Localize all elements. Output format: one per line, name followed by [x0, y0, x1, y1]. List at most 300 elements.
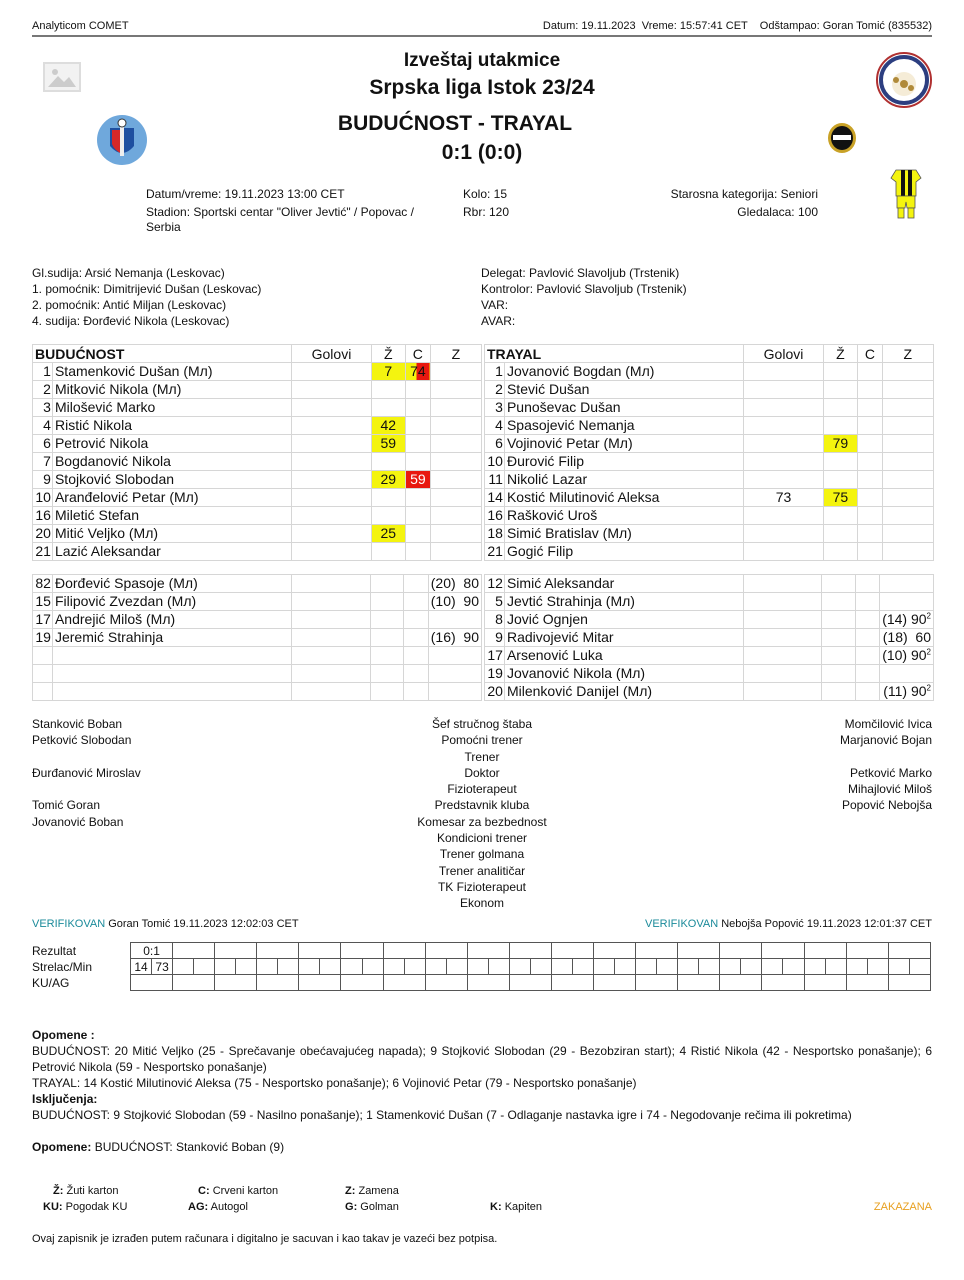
player-name: Petrović Nikola: [52, 435, 291, 453]
staff-role: Ekonom: [459, 896, 505, 911]
player-red-card: [404, 629, 428, 647]
score-cell: [173, 943, 215, 959]
minute-cell: [194, 959, 215, 975]
score-cell: [425, 943, 467, 959]
player-red-card: [405, 489, 430, 507]
player-red-card: [858, 435, 883, 453]
away-subs-table: [484, 574, 934, 701]
staff-role: Kondicioni trener: [436, 831, 528, 846]
minute-cell: [320, 959, 341, 975]
score-cell: [888, 943, 930, 959]
player-substitution: [882, 489, 933, 507]
player-goals: [744, 593, 822, 611]
verified-label: VERIFIKOVAN: [645, 918, 719, 930]
player-number: 21: [485, 543, 505, 561]
player-substitution: [882, 417, 933, 435]
player-red-card: [858, 399, 883, 417]
player-substitution: [880, 629, 934, 647]
score-cell: [299, 943, 341, 959]
scorer-cell: [678, 959, 699, 975]
match-stadium-line1: Stadion: Sportski centar "Oliver Jevtić" / Popovac /: [146, 205, 414, 219]
scorer-cell: [846, 959, 867, 975]
player-goals: [292, 453, 371, 471]
staff-role: Trener: [464, 749, 500, 764]
player-goals: [744, 453, 823, 471]
player-red-card: [855, 611, 879, 629]
player-number: 20: [485, 683, 505, 701]
player-goals: [744, 417, 823, 435]
scorer-cell: [888, 959, 909, 975]
minute-cell: 73: [152, 959, 173, 975]
minute-cell: [741, 959, 762, 975]
ku-ag-cell: [341, 975, 383, 991]
sendoffs-home: BUDUĆNOST: 9 Stojković Slobodan (59 - Nasilno ponašanje); 1 Stamenković Dušan (7 - Odlaganje nastavka igre i 74 - Negodovanje rečima ili pokretima): [32, 1108, 852, 1122]
player-row: [485, 593, 934, 611]
player-goals: [292, 489, 371, 507]
minute-cell: [446, 959, 467, 975]
substitution-index: 2: [926, 683, 931, 693]
player-number: 4: [33, 417, 53, 435]
player-substitution: [430, 435, 481, 453]
ku-ag-cell: [594, 975, 636, 991]
ku-ag-cell: [383, 975, 425, 991]
legend-ku: KU: Pogodak KU: [43, 1201, 128, 1213]
official-controller: Kontrolor: Pavlović Slavoljub (Trstenik): [481, 282, 687, 296]
official-fourth-referee: 4. sudija: Đorđević Nikola (Leskovac): [32, 314, 230, 328]
app-name: Analyticom COMET: [32, 20, 129, 32]
player-number: 17: [485, 647, 505, 665]
ku-ag-cell: [509, 975, 551, 991]
player-row: [33, 647, 482, 665]
player-name: Stamenković Dušan (Мл): [52, 363, 291, 381]
player-name: Stojković Slobodan: [52, 471, 291, 489]
scorer-cell: [299, 959, 320, 975]
match-score: 0:1 (0:0): [441, 141, 523, 164]
player-yellow-card: [822, 575, 856, 593]
player-goals: [744, 507, 823, 525]
player-red-card: [405, 417, 430, 435]
ku-ag-cell: [804, 975, 846, 991]
player-goals: [744, 525, 823, 543]
player-yellow-card: [823, 507, 857, 525]
player-name: Ristić Nikola: [52, 417, 291, 435]
player-goals: [292, 507, 371, 525]
player-row: [485, 543, 934, 561]
player-number: 3: [33, 399, 53, 417]
player-name: Đurović Filip: [504, 453, 743, 471]
player-red-card: [858, 507, 883, 525]
col-yellow: Ž: [823, 345, 857, 363]
player-substitution: [880, 683, 934, 701]
player-yellow-card: [823, 399, 857, 417]
ku-ag-cell: [720, 975, 762, 991]
player-name: Gogić Filip: [504, 543, 743, 561]
away-table-header: [485, 345, 934, 363]
footer-note: Ovaj zapisnik je izrađen putem računara i digitalno je sacuvan i kao takav je vazeći bez potpisa.: [32, 1233, 498, 1245]
player-goals: [292, 381, 371, 399]
match-status: ZAKAZANA: [873, 1201, 932, 1213]
score-cell: [467, 943, 509, 959]
score-cell: [804, 943, 846, 959]
player-substitution: [430, 543, 481, 561]
ku-ag-cell: [467, 975, 509, 991]
player-number: 10: [33, 489, 53, 507]
minute-cell: [699, 959, 720, 975]
player-number: 9: [485, 629, 505, 647]
player-row: [485, 381, 934, 399]
player-red-card: 74: [405, 363, 430, 381]
staff-role: Predstavnik kluba: [434, 798, 530, 813]
player-number: 10: [485, 453, 505, 471]
scorer-cell: [341, 959, 362, 975]
ku-ag-cell: [215, 975, 257, 991]
player-yellow-card: [822, 611, 856, 629]
player-number: 9: [33, 471, 53, 489]
ku-ag-cell: [636, 975, 678, 991]
ku-ag-cell: [131, 975, 173, 991]
player-goals: [292, 593, 370, 611]
col-goals: Golovi: [744, 345, 823, 363]
player-goals: [744, 363, 823, 381]
player-red-card: [405, 507, 430, 525]
staff-home: Stanković Boban: [32, 717, 123, 731]
player-name: Nikolić Lazar: [504, 471, 743, 489]
player-name: [52, 647, 291, 665]
substitution-text: (10) 90: [430, 593, 479, 609]
scorer-cell: [509, 959, 530, 975]
player-substitution: [882, 453, 933, 471]
player-goals: [744, 665, 822, 683]
staff-home: Tomić Goran: [32, 798, 101, 813]
player-name: Rašković Uroš: [504, 507, 743, 525]
player-name: Simić Aleksandar: [504, 575, 743, 593]
player-red-card: [404, 593, 428, 611]
player-substitution: [430, 381, 481, 399]
staff-role: Pomoćni trener: [441, 733, 523, 748]
player-substitution: [882, 471, 933, 489]
player-row: [33, 543, 482, 561]
player-name: [52, 683, 291, 701]
home-verifier: Goran Tomić 19.11.2023 12:02:03 CET: [108, 918, 299, 930]
staff-section: [32, 716, 932, 912]
label-ku-ag: KU/AG: [32, 976, 70, 990]
score-cell: [678, 943, 720, 959]
player-goals: [744, 543, 823, 561]
player-substitution: [880, 593, 934, 611]
away-starters-table: [484, 344, 934, 561]
player-number: [33, 683, 53, 701]
staff-away: Popović Nebojša: [841, 798, 932, 813]
player-number: 82: [33, 575, 53, 593]
substitution-index: 2: [926, 611, 931, 621]
player-name: Filipović Zvezdan (Мл): [52, 593, 291, 611]
legend-red: C: Crveni karton: [198, 1185, 279, 1197]
match-round: Kolo: 15: [463, 187, 508, 201]
player-row: [485, 665, 934, 683]
minute-cell: [530, 959, 551, 975]
player-row: [485, 363, 934, 381]
score-cell: [636, 943, 678, 959]
score-cell: [762, 943, 804, 959]
staff-away: Marjanović Bojan: [839, 733, 932, 748]
player-name: Jović Ognjen: [504, 611, 743, 629]
minute-cell: [783, 959, 804, 975]
player-name: Jevtić Strahinja (Мл): [504, 593, 743, 611]
player-substitution: [880, 647, 934, 665]
player-red-card: [855, 575, 879, 593]
player-number: [33, 665, 53, 683]
player-row: [33, 683, 482, 701]
player-red-card: [404, 683, 428, 701]
legend-sub: Z: Zamena: [345, 1185, 399, 1197]
player-yellow-card: [370, 629, 404, 647]
player-substitution: [428, 647, 481, 665]
scorer-cell: [467, 959, 488, 975]
player-row: [485, 471, 934, 489]
scorer-cell: [257, 959, 278, 975]
score-cell: [257, 943, 299, 959]
scorer-cell: [804, 959, 825, 975]
player-goals: [292, 611, 370, 629]
player-name: Simić Bratislav (Мл): [504, 525, 743, 543]
player-number: 5: [485, 593, 505, 611]
player-number: 7: [33, 453, 53, 471]
sendoffs-title: Isključenja:: [32, 1092, 98, 1106]
cautions-home: BUDUĆNOST: 20 Mitić Veljko (25 - Sprečavanje obećavajućeg napada); 9 Stojković Slobodan (29 - Bezobziran start); 4 Ristić Nikola (42 - Nesportsko ponašanje); 6 Petrović Nikola (59 - Nesportsko ponašanje): [32, 1044, 932, 1074]
label-scorer-minute: Strelac/Min: [32, 960, 93, 974]
player-goals: [744, 471, 823, 489]
cautions-away: TRAYAL: 14 Kostić Milutinović Aleksa (75 - Nesportsko ponašanje); 6 Vojinović Petar (79 - Nesportsko ponašanje): [32, 1076, 637, 1090]
player-row: [33, 489, 482, 507]
player-number: 6: [485, 435, 505, 453]
verified-label: VERIFIKOVAN: [32, 918, 106, 930]
player-row: [33, 629, 482, 647]
player-yellow-card: [823, 471, 857, 489]
score-cell: [383, 943, 425, 959]
player-substitution: [880, 611, 934, 629]
staff-role: Fizioterapeut: [447, 782, 517, 797]
match-datetime: Datum/vreme: 19.11.2023 13:00 CET: [146, 187, 345, 201]
player-number: 11: [485, 471, 505, 489]
player-yellow-card: [823, 453, 857, 471]
staff-row: [32, 830, 932, 846]
player-yellow-card: [370, 611, 404, 629]
staff-away: Momčilović Ivica: [844, 717, 932, 731]
player-substitution: [882, 381, 933, 399]
player-yellow-card: [370, 647, 404, 665]
player-yellow-card: [371, 543, 405, 561]
staff-cautions-title: Opomene:: [32, 1140, 92, 1154]
player-red-card: [855, 647, 879, 665]
player-goals: [744, 381, 823, 399]
player-yellow-card: 42: [371, 417, 405, 435]
player-red-card: [404, 647, 428, 665]
staff-row: [32, 732, 932, 748]
player-yellow-card: [822, 647, 856, 665]
staff-away: Petković Marko: [849, 765, 932, 780]
col-sub: Z: [430, 345, 481, 363]
player-yellow-card: [370, 593, 404, 611]
player-yellow-card: [822, 665, 856, 683]
staff-row: [32, 814, 932, 830]
score-cell: 0:1: [131, 943, 173, 959]
notes-section: [32, 1027, 932, 1123]
player-name: Đorđević Spasoje (Мл): [52, 575, 291, 593]
staff-row: [32, 716, 932, 732]
player-goals: [744, 683, 822, 701]
official-assistant-1: 1. pomoćnik: Dimitrijević Dušan (Leskovac): [32, 282, 262, 296]
scorer-cell: 14: [131, 959, 152, 975]
ku-ag-cell: [762, 975, 804, 991]
scorer-cell: [594, 959, 615, 975]
player-red-card: [858, 543, 883, 561]
player-row: [485, 611, 934, 629]
player-yellow-card: [822, 629, 856, 647]
player-number: 17: [33, 611, 53, 629]
player-goals: [744, 435, 823, 453]
player-yellow-card: [371, 453, 405, 471]
player-number: 3: [485, 399, 505, 417]
staff-role: Trener analitičar: [438, 863, 526, 878]
age-category: Starosna kategorija: Seniori: [670, 187, 818, 201]
player-substitution: [428, 611, 481, 629]
player-red-card: [858, 489, 883, 507]
player-row: [33, 575, 482, 593]
player-substitution: [882, 363, 933, 381]
player-name: Bogdanović Nikola: [52, 453, 291, 471]
player-row: [485, 453, 934, 471]
player-number: 16: [485, 507, 505, 525]
staff-row: [32, 846, 932, 862]
player-name: Aranđelović Petar (Мл): [52, 489, 291, 507]
col-red: C: [858, 345, 883, 363]
player-name: Mitković Nikola (Мл): [52, 381, 291, 399]
player-row: [485, 575, 934, 593]
player-yellow-card: 75: [823, 489, 857, 507]
player-number: 19: [33, 629, 53, 647]
player-name: Spasojević Nemanja: [504, 417, 743, 435]
minute-cell: [909, 959, 930, 975]
player-yellow-card: 25: [371, 525, 405, 543]
player-number: 15: [33, 593, 53, 611]
player-red-card: [858, 525, 883, 543]
player-row: [485, 417, 934, 435]
player-substitution: [428, 593, 481, 611]
player-red-card: [405, 543, 430, 561]
scorer-cell: [425, 959, 446, 975]
player-name: Jovanović Bogdan (Мл): [504, 363, 743, 381]
player-row: [33, 435, 482, 453]
score-grid: [130, 942, 931, 991]
scorer-cell: [215, 959, 236, 975]
player-red-card: [858, 453, 883, 471]
scorer-cell: [720, 959, 741, 975]
label-result: Rezultat: [32, 944, 77, 958]
minute-cell: [572, 959, 593, 975]
player-name: Jovanović Nikola (Мл): [504, 665, 743, 683]
player-red-card: [405, 381, 430, 399]
player-goals: [744, 647, 822, 665]
player-name: Lazić Aleksandar: [52, 543, 291, 561]
player-row: [33, 453, 482, 471]
print-header: [32, 19, 932, 37]
staff-role: Komesar za bezbednost: [417, 814, 547, 829]
home-verification: [32, 918, 299, 930]
scorer-cell: [551, 959, 572, 975]
player-red-card: [855, 629, 879, 647]
score-cell: [594, 943, 636, 959]
home-starters-table: [32, 344, 482, 561]
player-yellow-card: [823, 381, 857, 399]
staff-role: TK Fizioterapeut: [437, 879, 527, 894]
ku-ag-cell: [551, 975, 593, 991]
player-substitution: [430, 507, 481, 525]
away-kit-icon: [890, 168, 922, 225]
player-row: [485, 647, 934, 665]
player-goals: [744, 611, 822, 629]
player-red-card: [855, 683, 879, 701]
score-cell: [509, 943, 551, 959]
player-number: 16: [33, 507, 53, 525]
player-substitution: [880, 665, 934, 683]
player-red-card: [858, 471, 883, 489]
scorer-cell: [762, 959, 783, 975]
official-delegate: Delegat: Pavlović Slavoljub (Trstenik): [481, 266, 680, 280]
player-red-card: [858, 417, 883, 435]
ku-ag-cell: [846, 975, 888, 991]
player-number: 1: [485, 363, 505, 381]
player-name: [52, 665, 291, 683]
player-substitution: [430, 417, 481, 435]
staff-role: Trener golmana: [439, 847, 525, 862]
player-number: 2: [485, 381, 505, 399]
legend-ag: AG: Autogol: [188, 1201, 248, 1213]
staff-cautions: [32, 1139, 284, 1155]
staff-row: [32, 765, 932, 781]
player-yellow-card: [823, 543, 857, 561]
player-yellow-card: [371, 381, 405, 399]
score-grid-labels: [32, 943, 92, 991]
player-name: Jeremić Strahinja: [52, 629, 291, 647]
minute-cell: [236, 959, 257, 975]
player-goals: [292, 629, 370, 647]
player-number: 6: [33, 435, 53, 453]
player-substitution: [430, 399, 481, 417]
minute-cell: [278, 959, 299, 975]
staff-row: [32, 797, 932, 813]
player-number: 12: [485, 575, 505, 593]
player-yellow-card: [371, 507, 405, 525]
player-substitution: [430, 489, 481, 507]
away-verification: [645, 918, 932, 930]
player-row: [33, 381, 482, 399]
player-yellow-card: [370, 665, 404, 683]
officials-right: [481, 265, 687, 329]
staff-role: Doktor: [464, 765, 500, 780]
player-row: [33, 507, 482, 525]
staff-row: [32, 863, 932, 879]
staff-role: Šef stručnog štaba: [431, 717, 533, 731]
player-substitution: [880, 575, 934, 593]
substitution-text: (14) 90: [882, 611, 927, 627]
substitution-text: (20) 80: [430, 575, 479, 591]
player-goals: [292, 417, 371, 435]
home-table-header: [33, 345, 482, 363]
player-row: [485, 507, 934, 525]
minute-cell: [488, 959, 509, 975]
col-sub: Z: [882, 345, 933, 363]
player-name: Radivojević Mitar: [504, 629, 743, 647]
